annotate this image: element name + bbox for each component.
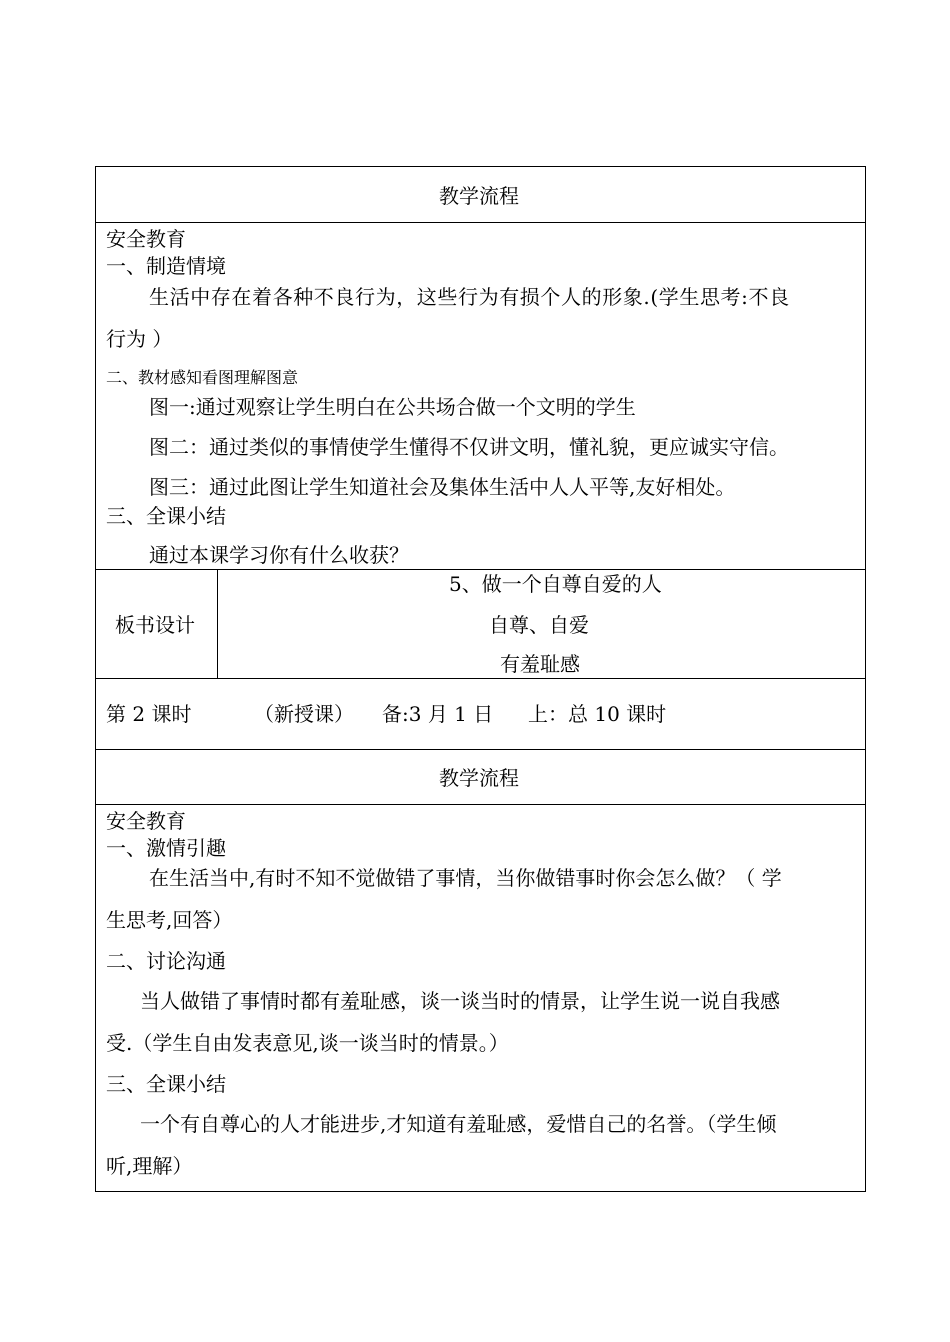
figure-1-text: 图一:通过观察让学生明白在公共场合做一个文明的学生 — [149, 395, 636, 419]
lesson-prep-date: 备:3 月 1 日 — [382, 702, 494, 726]
section-header: 教学流程 — [439, 184, 519, 208]
paragraph-3: 通过本课学习你有什么收获？ — [149, 543, 409, 567]
paragraph-1b: 行为 ） — [106, 327, 173, 351]
paragraph-2b: 受.（学生自由发表意见,谈一谈当时的情景。） — [106, 1031, 509, 1055]
divider — [96, 804, 865, 805]
heading-1: 一、制造情境 — [106, 254, 226, 278]
heading-2: 二、教材感知看图理解图意 — [106, 368, 299, 387]
figure-2-text: 图二：通过类似的事情使学生懂得不仅讲文明，懂礼貌，更应诚实守信。 — [149, 435, 789, 459]
paragraph-1a: 在生活当中,有时不知不觉做错了事情，当你做错事时你会怎么做？（ 学 — [149, 866, 782, 890]
lesson-total: 上：总 10 课时 — [528, 702, 667, 726]
divider — [96, 569, 865, 570]
board-line-1: 5、做一个自尊自爱的人 — [449, 572, 662, 596]
lesson-plan-table — [95, 166, 866, 1192]
heading-1: 一、激情引趣 — [106, 836, 226, 860]
safety-title: 安全教育 — [106, 809, 186, 833]
figure-3-text: 图三：通过此图让学生知道社会及集体生活中人人平等,友好相处。 — [149, 475, 736, 499]
divider — [96, 222, 865, 223]
paragraph-2a: 当人做错了事情时都有羞耻感，谈一谈当时的情景，让学生说一说自我感 — [140, 989, 780, 1013]
lesson-period: 第 2 课时 — [106, 702, 192, 726]
board-line-3: 有羞耻感 — [500, 652, 580, 676]
divider — [96, 678, 865, 679]
paragraph-1b: 生思考,回答） — [106, 908, 233, 932]
board-line-2: 自尊、自爱 — [489, 613, 589, 637]
paragraph-3a: 一个有自尊心的人才能进步,才知道有羞耻感，爱惜自己的名誉。（学生倾 — [140, 1112, 777, 1136]
board-label: 板书设计 — [115, 613, 195, 637]
lesson-type: （新授课） — [254, 702, 354, 726]
heading-3: 三、全课小结 — [106, 504, 226, 528]
heading-3: 三、全课小结 — [106, 1072, 226, 1096]
safety-title: 安全教育 — [106, 227, 186, 251]
section-header: 教学流程 — [439, 766, 519, 790]
divider — [96, 749, 865, 750]
paragraph-1a: 生活中存在着各种不良行为，这些行为有损个人的形象.(学生思考:不良 — [149, 285, 790, 309]
heading-2: 二、讨论沟通 — [106, 949, 226, 973]
column-divider — [217, 569, 218, 678]
paragraph-3b: 听,理解） — [106, 1154, 193, 1178]
